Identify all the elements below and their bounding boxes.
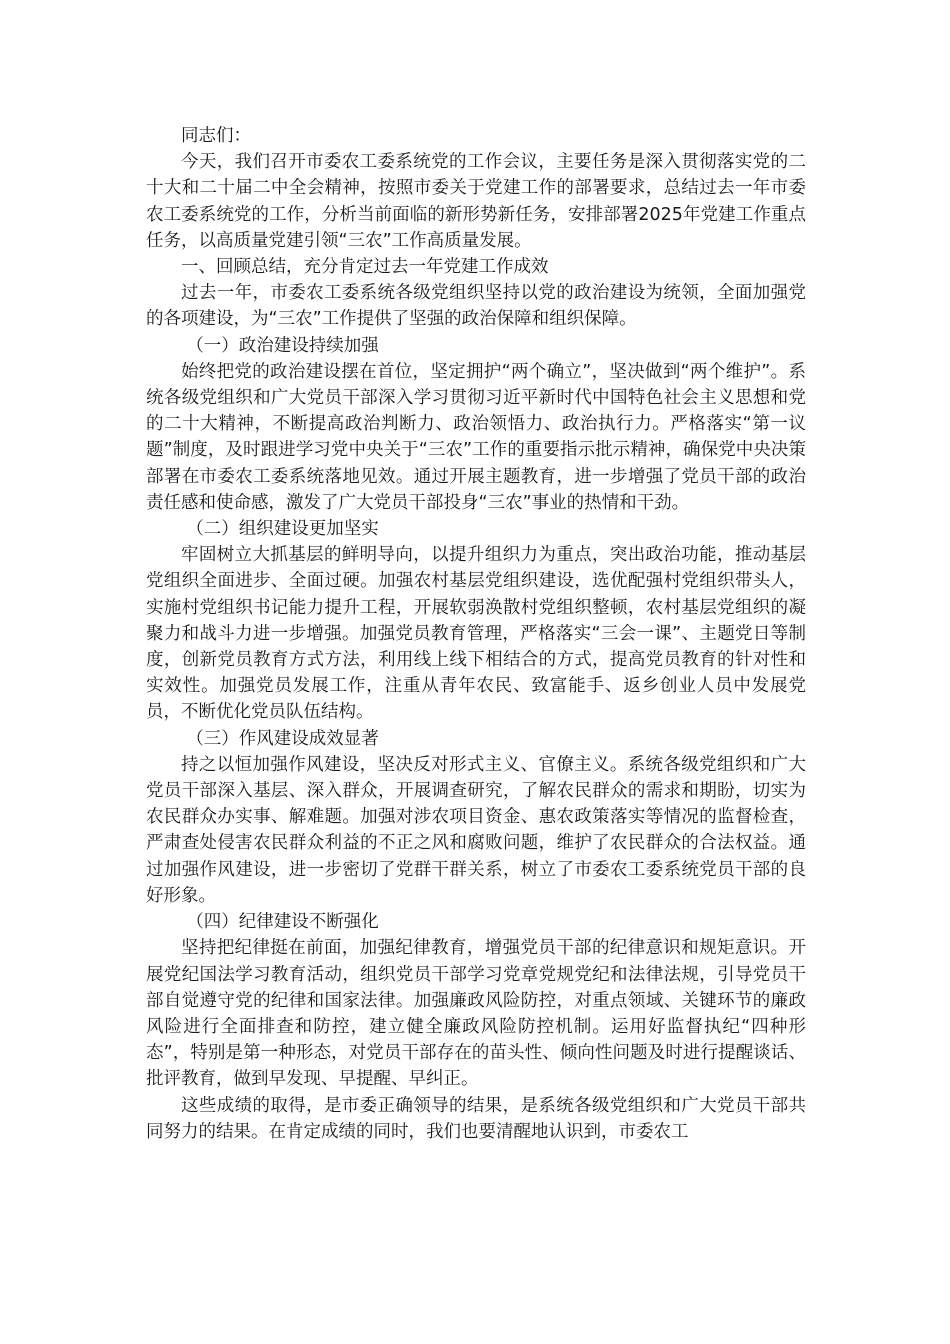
subheading-organization: （二）组织建设更加坚实	[186, 519, 379, 540]
paragraph-achievements: 这些成绩的取得，是市委正确领导的结果，是系统各级党组织和广大党员干部共同努力的结果。在肯定成绩的同时，我们也要清醒地认识到，市委农工	[146, 1095, 806, 1142]
subheading-style: （三）作风建设成效显著	[186, 728, 379, 749]
subheading-political: （一）政治建设持续加强	[186, 335, 379, 356]
salutation: 同志们：	[181, 126, 251, 146]
paragraph-overview: 过去一年，市委农工委系统各级党组织坚持以党的政治建设为统领，全面加强党的各项建设，为“三农”工作提供了坚强的政治保障和组织保障。	[146, 283, 806, 330]
paragraph-political: 始终把党的政治建设摆在首位，坚定拥护“两个确立”，坚决做到“两个维护”。系统各级党组织和广大党员干部深入学习贯彻习近平新时代中国特色社会主义思想和党的二十大精神，不断提高政治判断力、政治领悟力、政治执行力。严格落实“第一议题”制度，及时跟进学习党中央关于“三农”工作的重要指示批示精神，确保党中央决策部署在市委农工委系统落地见效。通过开展主题教育，进一步增强了党员干部的政治责任感和使命感，激发了广大党员干部投身“三农”事业的热情和干劲。	[146, 361, 806, 513]
section-heading-1: 一、回顾总结，充分肯定过去一年党建工作成效	[181, 257, 549, 278]
paragraph-style: 持之以恒加强作风建设，坚决反对形式主义、官僚主义。系统各级党组织和广大党员干部深入基层、深入群众，开展调查研究，了解农民群众的需求和期盼，切实为农民群众办实事、解难题。加强对涉农项目资金、惠农政策落实等情况的监督检查，严肃查处侵害农民群众利益的不正之风和腐败问题，维护了农民群众的合法权益。通过加强作风建设，进一步密切了党群干群关系，树立了市委农工委系统党员干部的良好形象。	[146, 754, 806, 906]
subheading-discipline: （四）纪律建设不断强化	[186, 912, 379, 933]
document-body	[146, 123, 806, 1145]
paragraph-intro: 今天，我们召开市委农工委系统党的工作会议，主要任务是深入贯彻落实党的二十大和二十届二中全会精神，按照市委关于党建工作的部署要求，总结过去一年市委农工委系统党的工作，分析当前面临的新形势新任务，安排部署2025年党建工作重点任务，以高质量党建引领“三农”工作高质量发展。	[146, 152, 806, 251]
paragraph-organization: 牢固树立大抓基层的鲜明导向，以提升组织力为重点，突出政治功能，推动基层党组织全面进步、全面过硬。加强农村基层党组织建设，选优配强村党组织带头人，实施村党组织书记能力提升工程，开展软弱涣散村党组织整顿，农村基层党组织的凝聚力和战斗力进一步增强。加强党员教育管理，严格落实“三会一课”、主题党日等制度，创新党员教育方式方法，利用线上线下相结合的方式，提高党员教育的针对性和实效性。加强党员发展工作，注重从青年农民、致富能手、返乡创业人员中发展党员，不断优化党员队伍结构。	[146, 545, 806, 723]
paragraph-discipline: 坚持把纪律挺在前面，加强纪律教育，增强党员干部的纪律意识和规矩意识。开展党纪国法学习教育活动，组织党员干部学习党章党规党纪和法律法规，引导党员干部自觉遵守党的纪律和国家法律。加强廉政风险防控，对重点领域、关键环节的廉政风险进行全面排查和防控，建立健全廉政风险防控机制。运用好监督执纪“四种形态”，特别是第一种形态，对党员干部存在的苗头性、倾向性问题及时进行提醒谈话、批评教育，做到早发现、早提醒、早纠正。	[146, 938, 806, 1090]
